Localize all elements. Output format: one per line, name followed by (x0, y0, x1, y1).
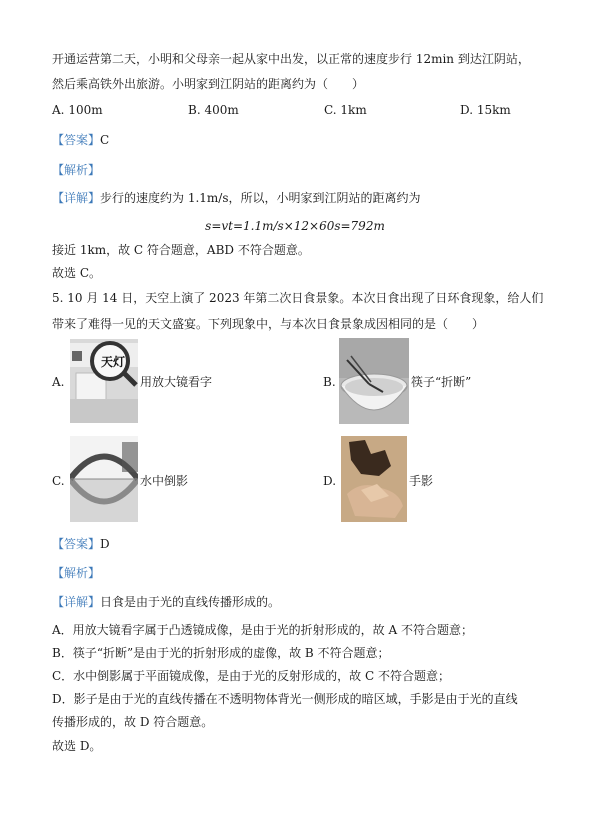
answer-value: C (100, 133, 110, 147)
magnifier-photo (70, 339, 138, 423)
q4-detail-line2: 接近 1km，故 C 符合题意，ABD 不符合题意。 (52, 243, 310, 257)
q5-option-b-letter: B. (323, 375, 336, 389)
q5-option-d-caption: 手影 (409, 474, 434, 488)
q5-conclusion: 故选 D。 (52, 739, 102, 753)
q4-option-c: C. 1km (324, 103, 367, 117)
q5-option-c-letter: C. (52, 474, 65, 488)
sign-text: 天灯 (101, 355, 126, 369)
q5-explain-d2: 传播形成的，故 D 符合题意。 (52, 715, 214, 729)
q4-option-b: B. 400m (188, 103, 239, 117)
hand-shadow-photo (341, 436, 407, 522)
q5-option-a-letter: A. (52, 375, 65, 389)
answer-tag: 【答案】 (52, 537, 101, 551)
q4-answer (52, 132, 109, 148)
q5-option-c-caption: 水中倒影 (140, 474, 189, 488)
q4-detail-line1: 【详解】步行的速度约为 1.1m/s，所以，小明家到江阴站的距离约为 (52, 191, 421, 205)
q5-explain-c: C．水中倒影属于平面镜成像，是由于光的反射形成的，故 C 不符合题意； (52, 669, 450, 683)
q5-option-a-caption: 用放大镜看字 (140, 375, 213, 389)
q5-explain-a: A．用放大镜看字属于凸透镜成像，是由于光的折射形成的，故 A 不符合题意； (52, 623, 473, 637)
answer-value: D (100, 537, 110, 551)
q4-stem-line1: 开通运营第二天，小明和父母亲一起从家中出发，以正常的速度步行 12min 到达江阴站， (52, 52, 530, 66)
q5-analysis-tag: 【解析】 (52, 566, 101, 580)
chopsticks-bowl-photo (339, 338, 409, 424)
answer-tag: 【答案】 (52, 133, 101, 147)
q4-analysis-tag: 【解析】 (52, 163, 101, 177)
q5-stem-line1: 5. 10 月 14 日，天空上演了 2023 年第二次日食景象。本次日食出现了日环食现象，给人们 (52, 291, 544, 305)
q4-formula: s=vt=1.1m/s×12×60s=792m (205, 219, 385, 233)
q4-conclusion: 故选 C。 (52, 266, 101, 280)
q5-explain-d1: D．影子是由于光的直线传播在不透明物体背光一侧形成的暗区域，手影是由于光的直线 (52, 692, 518, 706)
q4-option-d: D. 15km (460, 103, 511, 117)
q5-answer (52, 536, 110, 552)
q4-option-a: A. 100m (52, 103, 103, 117)
bridge-reflection-photo (70, 436, 138, 522)
q5-option-b-caption: 筷子“折断” (411, 375, 472, 389)
q5-stem-line2: 带来了难得一见的天文盛宴。下列现象中，与本次日食景象成因相同的是（ ） (52, 317, 485, 331)
q5-detail-intro: 【详解】日食是由于光的直线传播形成的。 (52, 595, 281, 609)
q4-stem-line2: 然后乘高铁外出旅游。小明家到江阴站的距离约为（ ） (52, 77, 365, 91)
q5-explain-b: B．筷子“折断”是由于光的折射形成的虚像，故 B 不符合题意； (52, 646, 390, 660)
q5-option-d-letter: D. (323, 474, 337, 488)
